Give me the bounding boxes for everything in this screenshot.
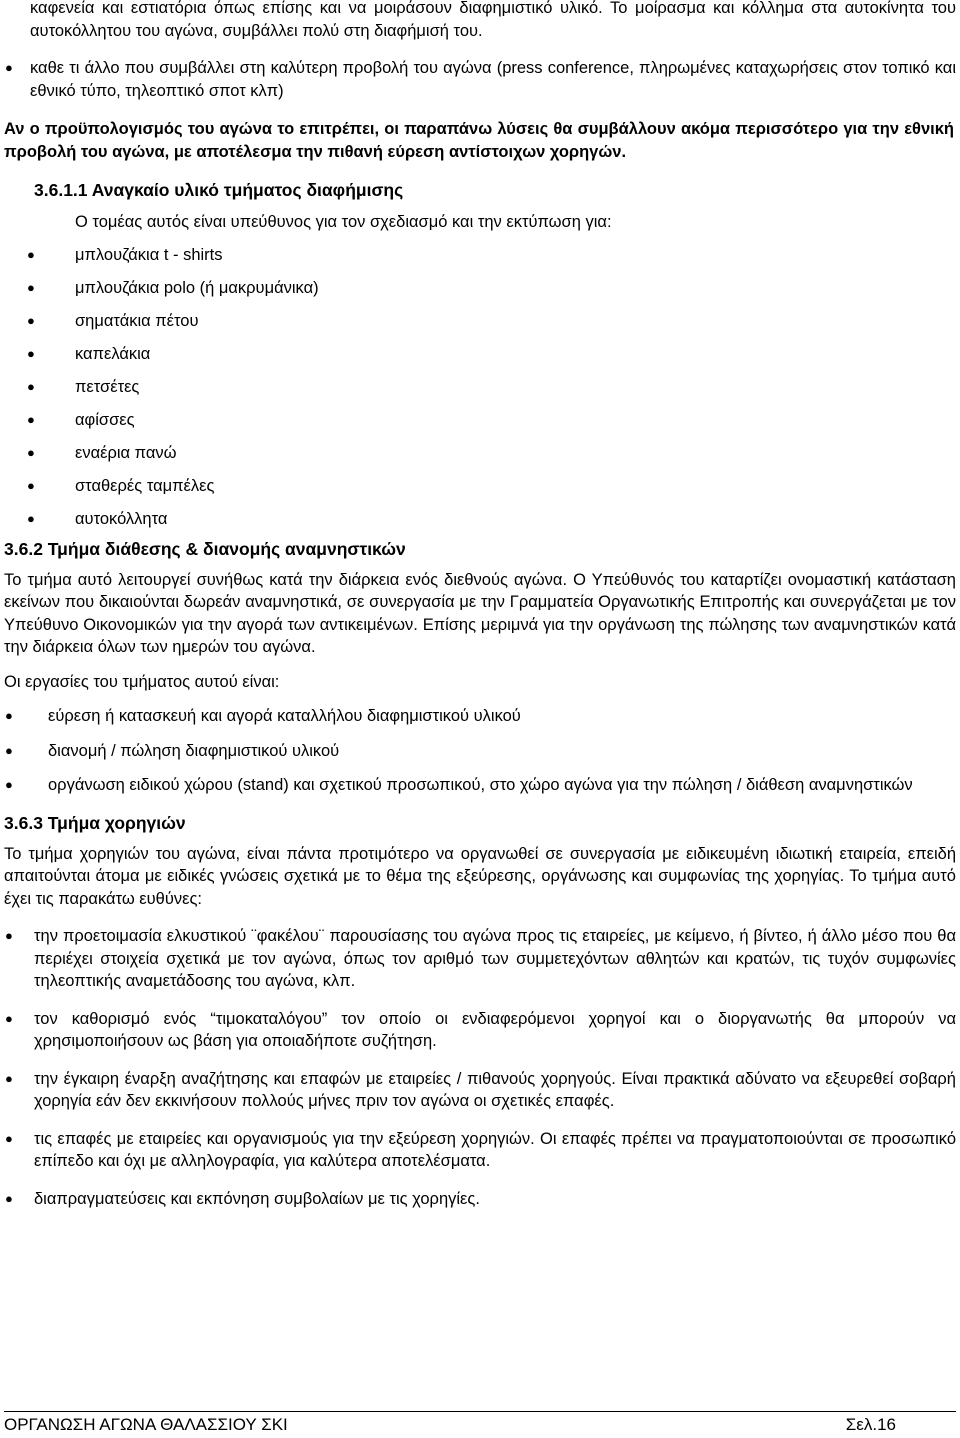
section-362-paragraph: Το τμήμα αυτό λειτουργεί συνήθως κατά την διάρκεια ενός διεθνούς αγώνα. Ο Υπεύθυνός του καταρτίζει ονομαστική κατάσταση εκείνων που δικαιούνται δωρεάν αναμνηστικά, σε συνεργασία με την Γραμματεία Οργανωτικής Επιτροπής και συνεργάζεται με τον Υπεύθυνο Οικονομικών για την αγορά των αντικειμένων. Επίσης μεριμνά για την οργάνωση της πώλησης των αναμνηστικών κατά την διάρκεια όλων των ημερών του αγώνα. bbox=[4, 570, 956, 656]
bullet-icon: ● bbox=[5, 777, 13, 792]
bullet-icon: ● bbox=[5, 708, 13, 723]
bullet-icon: ● bbox=[27, 444, 35, 460]
section-heading-363: 3.6.3 Τμήμα χορηγιών bbox=[4, 812, 186, 833]
bullet-icon: ● bbox=[5, 1130, 13, 1146]
list-item: ● αφίσσες bbox=[4, 409, 956, 442]
intro-continuation: καφενεία και εστιατόρια όπως επίσης και να μοιράσουν διαφημιστικό υλικό. Το μοίρασμα και κόλλημα στα αυτοκίνητα του αυτοκόλλητου του αγώνα, συμβάλλει πολύ στη διαφήμισή του. bbox=[30, 0, 956, 40]
page-footer bbox=[4, 1411, 956, 1438]
bullet-icon: ● bbox=[27, 411, 35, 427]
list-item: ● τις επαφές με εταιρείες και οργανισμούς για την εξεύρεση χορηγιών. Οι επαφές πρέπει να πραγματοποιούνται σε προσωπικό επίπεδο και όχι με αλληλογραφία, για καλύτερα αποτελέσματα. bbox=[5, 1129, 956, 1170]
list-item: ● την προετοιμασία ελκυστικού ¨φακέλου¨ παρουσίασης του αγώνα προς τις εταιρείες, με κείμενο, ή βίντεο, ή άλλο μέσο που θα περιέχει στοιχεία σχετικά με τον αγώνα, όπως τον αριθμό των συμμετεχόντων αθλητών και κρατών, τις τυχόν συμφωνίες τηλεοπτικής αναμετάδοσης του αγώνα, κλπ. bbox=[5, 927, 956, 990]
list-item: ● μπλουζάκια t - shirts bbox=[4, 244, 956, 277]
section-363-paragraph: Το τμήμα χορηγιών του αγώνα, είναι πάντα προτιμότερο να οργανωθεί σε συνεργασία με ειδικευμένη ιδιωτική εταιρεία, επειδή απαιτούνται άτομα με ειδικές γνώσεις σχετικά με το θέμα της εξεύρεσης, οργάνωσης και συμφωνίας της χορηγίας. Το τμήμα αυτό έχει τις παρακάτω ευθύνες: bbox=[4, 844, 956, 908]
intro-bullet: ● καθε τι άλλο που συμβάλλει στη καλύτερη προβολή του αγώνα (press conference, πληρωμένες καταχωρήσεις στον τοπικό και εθνικό τύπο, τηλεοπτικό σποτ κλπ) bbox=[5, 59, 956, 100]
list-item: ● καπελάκια bbox=[4, 343, 956, 376]
souvenir-tasks-list bbox=[4, 705, 956, 797]
bullet-icon: ● bbox=[27, 510, 35, 526]
bullet-icon: ● bbox=[5, 1070, 13, 1086]
list-item: ● οργάνωση ειδικού χώρου (stand) και σχετικού προσωπικού, στο χώρο αγώνα για την πώληση / διάθεση αναμνηστικών bbox=[4, 774, 956, 797]
sponsorship-duties-list bbox=[4, 925, 956, 1210]
advertising-materials-list bbox=[4, 244, 956, 530]
page-number: Σελ.16 bbox=[845, 1415, 896, 1434]
footer-title: ΟΡΓΑΝΩΣΗ ΑΓΩΝΑ ΘΑΛΑΣΣΙΟΥ ΣΚΙ bbox=[4, 1415, 288, 1434]
list-item: ● σηματάκια πέτου bbox=[4, 310, 956, 343]
bullet-icon: ● bbox=[27, 345, 35, 361]
section-362-tasks-intro: Οι εργασίες του τμήματος αυτού είναι: bbox=[4, 672, 280, 691]
bullet-icon: ● bbox=[5, 60, 13, 75]
list-item: ● διανομή / πώληση διαφημιστικού υλικού bbox=[4, 740, 956, 763]
list-item: ● διαπραγματεύσεις και εκπόνηση συμβολαίων με τις χορηγίες. bbox=[4, 1188, 956, 1211]
bullet-icon: ● bbox=[5, 1190, 13, 1206]
bullet-icon: ● bbox=[27, 312, 35, 328]
bullet-icon: ● bbox=[27, 477, 35, 493]
section-heading-3611: 3.6.1.1 Αναγκαίο υλικό τμήματος διαφήμισης bbox=[34, 180, 404, 200]
section-3611-intro: Ο τομέας αυτός είναι υπεύθυνος για τον σχεδιασμό και την εκτύπωση για: bbox=[75, 213, 612, 231]
list-item: ● μπλουζάκια polo (ή μακρυμάνικα) bbox=[4, 277, 956, 310]
list-item: ● αυτοκόλλητα bbox=[4, 508, 956, 530]
bullet-icon: ● bbox=[27, 246, 35, 262]
bullet-icon: ● bbox=[5, 928, 13, 943]
section-heading-362: 3.6.2 Τμήμα διάθεσης & διανομής αναμνηστικών bbox=[4, 538, 406, 559]
bullet-icon: ● bbox=[5, 742, 13, 758]
list-item: ● τον καθορισμό ενός “τιμοκαταλόγου” τον οποίο οι ενδιαφερόμενοι χορηγοί και ο διοργανωτής θα μπορούν να χρησιμοποιήσουν ως βάση για οποιαδήποτε συζήτηση. bbox=[5, 1009, 956, 1050]
list-item: ● εναέρια πανώ bbox=[4, 442, 956, 475]
bullet-icon: ● bbox=[5, 1010, 13, 1026]
document-page bbox=[4, 0, 956, 1210]
list-item: ● σταθερές ταμπέλες bbox=[4, 475, 956, 508]
list-item: ● εύρεση ή κατασκευή και αγορά καταλλήλου διαφημιστικού υλικού bbox=[4, 705, 956, 728]
list-item: ● πετσέτες bbox=[4, 376, 956, 409]
bullet-icon: ● bbox=[27, 378, 35, 394]
bullet-icon: ● bbox=[27, 279, 35, 295]
list-item: ● την έγκαιρη έναρξη αναζήτησης και επαφών με εταιρείες / πιθανούς χορηγούς. Είναι πρακτικά αδύνατο να εξευρεθεί σοβαρή χορηγία εάν δεν εκκινήσουν πολλούς μήνες πριν τον αγώνα οι σχετικές επαφές. bbox=[5, 1069, 956, 1110]
bold-paragraph: Αν ο προϋπολογισμός του αγώνα το επιτρέπει, οι παραπάνω λύσεις θα συμβάλλουν ακόμα περισσότερο για την εθνική προβολή του αγώνα, με αποτέλεσμα την πιθανή εύρεση αντίστοιχων χορηγών. bbox=[4, 120, 954, 161]
